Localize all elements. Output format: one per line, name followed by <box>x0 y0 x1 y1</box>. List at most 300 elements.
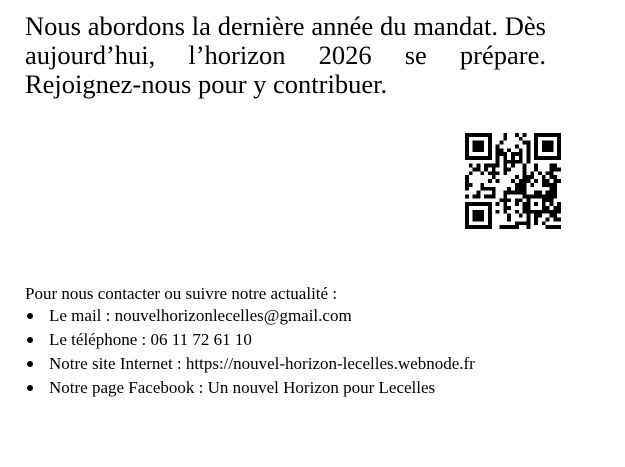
qr-module <box>484 225 488 229</box>
qr-module <box>557 137 561 141</box>
contact-item-phone <box>25 328 605 352</box>
qr-module <box>465 145 469 149</box>
qr-module <box>515 175 519 179</box>
qr-module <box>480 217 484 221</box>
qr-module <box>465 194 469 198</box>
qr-module <box>477 191 481 195</box>
qr-module <box>523 133 527 137</box>
qr-module <box>538 210 542 214</box>
qr-module <box>488 145 492 149</box>
qr-module <box>473 141 477 145</box>
qr-module <box>519 191 523 195</box>
qr-module <box>526 160 530 164</box>
qr-module <box>557 156 561 160</box>
qr-module <box>557 179 561 183</box>
qr-module <box>480 148 484 152</box>
qr-module <box>507 206 511 210</box>
qr-module <box>477 141 481 145</box>
qr-module <box>477 214 481 218</box>
qr-module <box>526 179 530 183</box>
qr-module <box>553 187 557 191</box>
qr-module <box>557 210 561 214</box>
qr-module <box>507 198 511 202</box>
qr-module <box>488 152 492 156</box>
qr-module <box>503 164 507 168</box>
qr-module <box>473 194 477 198</box>
qr-module <box>546 191 550 195</box>
qr-module <box>465 179 469 183</box>
qr-module <box>549 145 553 149</box>
qr-module <box>526 145 530 149</box>
qr-module <box>511 156 515 160</box>
qr-module <box>526 206 530 210</box>
qr-module <box>503 210 507 214</box>
qr-module <box>469 225 473 229</box>
qr-module <box>542 198 546 202</box>
qr-module <box>526 198 530 202</box>
qr-module <box>538 194 542 198</box>
qr-module <box>477 225 481 229</box>
qr-module <box>523 206 527 210</box>
qr-module <box>538 191 542 195</box>
qr-module <box>496 160 500 164</box>
qr-module <box>507 168 511 172</box>
qr-module <box>534 137 538 141</box>
qr-module <box>488 164 492 168</box>
qr-module <box>557 148 561 152</box>
qr-module <box>546 210 550 214</box>
qr-module <box>542 202 546 206</box>
contact-phone-text: Le téléphone : 06 11 72 61 10 <box>49 330 252 349</box>
contact-facebook-text: Notre page Facebook : Un nouvel Horizon pour Lecelles <box>49 378 436 397</box>
qr-module <box>553 225 557 229</box>
qr-module <box>523 210 527 214</box>
qr-module <box>503 168 507 172</box>
bullet-icon <box>27 337 33 343</box>
qr-module <box>553 217 557 221</box>
bullet-icon <box>27 313 33 319</box>
qr-module <box>526 148 530 152</box>
qr-module <box>473 168 477 172</box>
qr-module <box>523 202 527 206</box>
qr-module <box>549 191 553 195</box>
qr-module <box>469 202 473 206</box>
qr-module <box>469 133 473 137</box>
qr-module <box>534 148 538 152</box>
qr-module <box>538 133 542 137</box>
qr-module <box>507 225 511 229</box>
qr-module <box>500 152 504 156</box>
qr-module <box>503 160 507 164</box>
qr-module <box>519 183 523 187</box>
qr-module <box>546 171 550 175</box>
qr-module <box>473 156 477 160</box>
qr-module <box>542 145 546 149</box>
qr-module <box>492 175 496 179</box>
qr-module <box>465 137 469 141</box>
qr-module <box>523 221 527 225</box>
qr-module <box>519 221 523 225</box>
qr-module <box>534 210 538 214</box>
qr-module <box>515 225 519 229</box>
qr-module <box>503 191 507 195</box>
qr-module <box>519 152 523 156</box>
qr-module <box>484 168 488 172</box>
qr-module <box>480 225 484 229</box>
qr-module <box>542 141 546 145</box>
qr-module <box>488 221 492 225</box>
qr-module <box>519 137 523 141</box>
qr-module <box>526 217 530 221</box>
qr-module <box>519 214 523 218</box>
bullet-icon <box>27 361 33 367</box>
qr-module <box>515 221 519 225</box>
qr-module <box>526 152 530 156</box>
qr-module <box>477 145 481 149</box>
qr-module <box>480 183 484 187</box>
qr-module <box>526 221 530 225</box>
qr-module <box>523 171 527 175</box>
qr-module <box>553 179 557 183</box>
qr-module <box>484 133 488 137</box>
qr-module <box>546 217 550 221</box>
qr-module <box>530 171 534 175</box>
qr-module <box>557 217 561 221</box>
qr-module <box>465 183 469 187</box>
qr-module <box>546 183 550 187</box>
qr-module <box>477 164 481 168</box>
qr-module <box>523 141 527 145</box>
qr-module <box>546 156 550 160</box>
qr-module <box>549 214 553 218</box>
qr-module <box>557 141 561 145</box>
qr-module <box>534 141 538 145</box>
qr-module <box>496 171 500 175</box>
qr-module <box>542 133 546 137</box>
qr-module <box>549 187 553 191</box>
qr-module <box>469 171 473 175</box>
qr-module <box>534 164 538 168</box>
qr-module <box>542 148 546 152</box>
qr-module <box>488 202 492 206</box>
qr-module <box>549 133 553 137</box>
qr-module <box>546 198 550 202</box>
qr-module <box>549 183 553 187</box>
qr-module <box>523 183 527 187</box>
qr-module <box>538 171 542 175</box>
qr-module <box>549 148 553 152</box>
qr-module <box>523 168 527 172</box>
contact-item-website <box>25 352 605 376</box>
qr-module <box>465 141 469 145</box>
qr-module <box>503 225 507 229</box>
qr-module <box>557 202 561 206</box>
qr-module <box>515 202 519 206</box>
qr-module <box>519 148 523 152</box>
qr-module <box>515 191 519 195</box>
qr-module <box>465 202 469 206</box>
qr-module <box>465 221 469 225</box>
qr-module <box>534 221 538 225</box>
qr-module <box>557 152 561 156</box>
qr-module <box>473 133 477 137</box>
qr-module <box>511 225 515 229</box>
qr-module <box>503 171 507 175</box>
qr-module <box>553 156 557 160</box>
qr-module <box>553 183 557 187</box>
qr-module <box>465 187 469 191</box>
qr-module <box>542 210 546 214</box>
qr-module <box>526 202 530 206</box>
qr-module <box>484 194 488 198</box>
qr-module <box>542 206 546 210</box>
qr-module <box>549 210 553 214</box>
qr-module <box>473 145 477 149</box>
qr-module <box>488 171 492 175</box>
qr-module <box>557 133 561 137</box>
qr-module <box>480 141 484 145</box>
qr-module <box>534 179 538 183</box>
qr-module <box>538 214 542 218</box>
qr-module <box>480 156 484 160</box>
qr-module <box>546 225 550 229</box>
qr-module <box>515 210 519 214</box>
contact-heading: Pour nous contacter ou suivre notre actualité : <box>25 284 338 303</box>
qr-module <box>503 202 507 206</box>
qr-module <box>496 152 500 156</box>
qr-module <box>526 225 530 229</box>
qr-module <box>511 160 515 164</box>
qr-module <box>557 225 561 229</box>
qr-module <box>500 198 504 202</box>
qr-module <box>492 194 496 198</box>
qr-module <box>542 194 546 198</box>
qr-module <box>519 156 523 160</box>
qr-module <box>553 194 557 198</box>
qr-module <box>496 179 500 183</box>
qr-module <box>519 198 523 202</box>
qr-module <box>549 164 553 168</box>
qr-module <box>507 160 511 164</box>
qr-module <box>465 214 469 218</box>
qr-module <box>511 152 515 156</box>
qr-module <box>546 133 550 137</box>
qr-module <box>488 225 492 229</box>
qr-module <box>511 191 515 195</box>
qr-module <box>496 202 500 206</box>
qr-module <box>549 141 553 145</box>
qr-module <box>526 175 530 179</box>
qr-module <box>557 206 561 210</box>
qr-module <box>492 168 496 172</box>
qr-module <box>465 156 469 160</box>
qr-module <box>549 168 553 172</box>
qr-module <box>465 217 469 221</box>
qr-module <box>500 141 504 145</box>
qr-module <box>534 168 538 172</box>
qr-module <box>484 156 488 160</box>
qr-module <box>546 145 550 149</box>
qr-module <box>538 156 542 160</box>
qr-module <box>507 148 511 152</box>
contact-section <box>25 284 605 400</box>
qr-module <box>549 171 553 175</box>
qr-module <box>492 187 496 191</box>
contact-list <box>25 304 605 400</box>
qr-module <box>488 214 492 218</box>
qr-module <box>488 210 492 214</box>
qr-module <box>549 175 553 179</box>
qr-module <box>523 179 527 183</box>
qr-module <box>473 210 477 214</box>
qr-module <box>488 206 492 210</box>
qr-module <box>557 168 561 172</box>
qr-module <box>549 198 553 202</box>
qr-module <box>519 187 523 191</box>
qr-module <box>503 156 507 160</box>
qr-module <box>480 145 484 149</box>
qr-module <box>546 148 550 152</box>
qr-module <box>503 133 507 137</box>
qr-module <box>480 210 484 214</box>
qr-module <box>553 133 557 137</box>
qr-module <box>530 183 534 187</box>
qr-module <box>534 191 538 195</box>
qr-module <box>477 133 481 137</box>
qr-code-icon[interactable] <box>465 133 561 229</box>
qr-module <box>496 164 500 168</box>
qr-module <box>557 145 561 149</box>
qr-module <box>492 164 496 168</box>
qr-module <box>523 164 527 168</box>
qr-module <box>484 187 488 191</box>
qr-module <box>488 137 492 141</box>
qr-module <box>553 191 557 195</box>
qr-module <box>511 179 515 183</box>
qr-module <box>534 145 538 149</box>
qr-module <box>484 164 488 168</box>
qr-module <box>465 206 469 210</box>
qr-module <box>465 152 469 156</box>
qr-module <box>534 152 538 156</box>
qr-module <box>530 175 534 179</box>
qr-module <box>496 148 500 152</box>
qr-module <box>496 210 500 214</box>
qr-module <box>553 175 557 179</box>
qr-module <box>549 156 553 160</box>
qr-module <box>473 202 477 206</box>
qr-module <box>480 133 484 137</box>
qr-module <box>546 194 550 198</box>
qr-module <box>503 137 507 141</box>
qr-module <box>542 179 546 183</box>
qr-module <box>523 191 527 195</box>
contact-website-text: Notre site Internet : https://nouvel-horizon-lecelles.webnode.fr <box>49 354 475 373</box>
qr-module <box>515 152 519 156</box>
qr-module <box>465 133 469 137</box>
qr-module <box>546 206 550 210</box>
qr-module <box>515 183 519 187</box>
qr-module <box>488 133 492 137</box>
qr-module <box>526 210 530 214</box>
qr-module <box>519 179 523 183</box>
qr-module <box>477 217 481 221</box>
qr-module <box>503 194 507 198</box>
qr-module <box>469 183 473 187</box>
qr-module <box>542 183 546 187</box>
qr-module <box>507 214 511 218</box>
qr-module <box>473 225 477 229</box>
qr-module <box>526 194 530 198</box>
qr-module <box>553 168 557 172</box>
qr-module <box>492 191 496 195</box>
qr-module <box>553 214 557 218</box>
qr-module <box>503 206 507 210</box>
qr-module <box>492 171 496 175</box>
qr-module <box>477 202 481 206</box>
qr-module <box>480 202 484 206</box>
qr-module <box>519 160 523 164</box>
qr-module <box>515 145 519 149</box>
qr-module <box>488 141 492 145</box>
qr-module <box>503 198 507 202</box>
qr-module <box>534 217 538 221</box>
qr-module <box>488 156 492 160</box>
qr-module <box>507 191 511 195</box>
qr-module <box>523 187 527 191</box>
qr-module <box>488 187 492 191</box>
qr-module <box>473 214 477 218</box>
qr-module <box>477 210 481 214</box>
qr-module <box>488 179 492 183</box>
qr-module <box>553 206 557 210</box>
qr-module <box>542 175 546 179</box>
qr-module <box>473 148 477 152</box>
qr-module <box>526 214 530 218</box>
qr-module <box>523 194 527 198</box>
qr-module <box>511 164 515 168</box>
qr-module <box>465 225 469 229</box>
qr-module <box>496 156 500 160</box>
qr-module <box>515 160 519 164</box>
qr-module <box>500 148 504 152</box>
qr-module <box>534 156 538 160</box>
qr-module <box>477 194 481 198</box>
qr-module <box>526 141 530 145</box>
qr-module <box>553 164 557 168</box>
qr-module <box>553 210 557 214</box>
contact-email-text: Le mail : nouvelhorizonlecelles@gmail.com <box>49 306 352 325</box>
qr-code-graphic <box>465 133 561 229</box>
contact-item-facebook <box>25 376 605 400</box>
qr-module <box>515 198 519 202</box>
qr-module <box>523 175 527 179</box>
qr-module <box>549 194 553 198</box>
qr-module <box>477 168 481 172</box>
qr-module <box>477 148 481 152</box>
qr-module <box>480 187 484 191</box>
qr-module <box>546 179 550 183</box>
qr-module <box>465 148 469 152</box>
qr-module <box>515 133 519 137</box>
qr-module <box>542 221 546 225</box>
qr-module <box>549 225 553 229</box>
bullet-icon <box>27 385 33 391</box>
qr-module <box>465 175 469 179</box>
qr-module <box>473 217 477 221</box>
qr-module <box>542 156 546 160</box>
qr-module <box>534 133 538 137</box>
